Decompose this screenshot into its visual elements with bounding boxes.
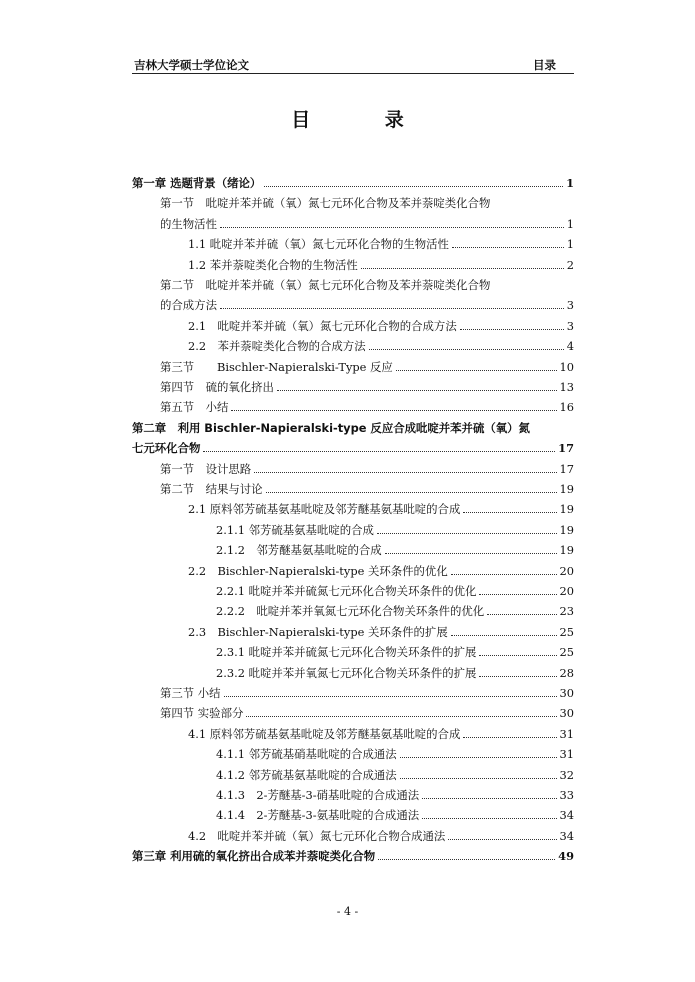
toc-entry-title: 2.2 Bischler-Napieralski-type 关环条件的优化 <box>188 563 448 578</box>
toc-entry[interactable] <box>132 496 574 516</box>
toc-entry-title: 第三章 利用硫的氧化挤出合成苯并萘啶类化合物 <box>132 849 376 864</box>
toc-page-number: 34 <box>559 828 574 843</box>
toc-dot-leader <box>422 818 556 819</box>
toc-page-number: 32 <box>559 767 574 782</box>
toc-entry-title: 2.2.1 吡啶并苯并硫氮七元环化合物关环条件的优化 <box>216 584 477 598</box>
toc-entry-title: 2.3.1 吡啶并苯并硫氮七元环化合物关环条件的扩展 <box>216 645 477 660</box>
toc-page-number: 20 <box>559 584 574 598</box>
toc-entry[interactable] <box>132 762 574 782</box>
toc-dot-leader <box>460 329 564 330</box>
toc-dot-leader <box>479 676 556 677</box>
toc-entry-title: 2.2.2 吡啶并苯并氧氮七元环化合物关环条件的优化 <box>216 604 485 619</box>
toc-page-number: 1 <box>566 216 574 231</box>
toc-title: 目 录 <box>291 109 438 131</box>
toc-entry[interactable] <box>132 598 574 618</box>
toc-page-number: 19 <box>559 502 574 517</box>
toc-entry-title: 4.1 原料邻芳硫基氨基吡啶及邻芳醚基氨基吡啶的合成 <box>188 726 461 741</box>
toc-dot-leader <box>220 227 564 228</box>
header-section-label: 目录 <box>533 58 556 72</box>
toc-dot-leader <box>220 308 564 309</box>
toc-entry[interactable] <box>132 619 574 639</box>
toc-page-number: 31 <box>559 726 574 741</box>
toc-entry-title: 4.1.4 2-芳醚基-3-氨基吡啶的合成通法 <box>216 808 420 823</box>
toc-entry[interactable] <box>132 211 574 231</box>
toc-entry[interactable] <box>132 782 574 802</box>
toc-entry[interactable] <box>132 700 574 720</box>
toc-page-number: 25 <box>559 645 574 660</box>
toc-page-number: 30 <box>559 706 574 721</box>
toc-page-number: 20 <box>559 563 574 578</box>
toc-entry-title: 2.2 苯并萘啶类化合物的合成方法 <box>188 339 366 354</box>
toc-entry-title: 4.1.2 邻芳硫基氨基吡啶的合成通法 <box>216 767 397 782</box>
toc-page-number: 1 <box>566 237 574 252</box>
toc-entry[interactable] <box>132 537 574 557</box>
toc-dot-leader <box>246 716 556 717</box>
toc-entry-title: 1.1 吡啶并苯并硫（氧）氮七元环化合物的生物活性 <box>188 237 449 252</box>
toc-entry[interactable] <box>132 517 574 537</box>
toc-entry[interactable] <box>132 823 574 843</box>
toc-dot-leader <box>378 859 555 860</box>
toc-entry[interactable] <box>132 558 574 578</box>
toc-entry[interactable] <box>132 292 574 312</box>
toc-entry[interactable] <box>132 578 574 598</box>
toc-entry-title: 第二节 吡啶并苯并硫（氧）氮七元环化合物及苯并萘啶类化合物 <box>160 278 491 292</box>
toc-entry-title: 4.1.1 邻芳硫基硝基吡啶的合成通法 <box>216 747 397 762</box>
toc-entry-title: 的合成方法 <box>160 298 217 313</box>
toc-page-number: 28 <box>559 665 574 680</box>
toc-entry-title: 第三节 Bischler-Napieralski-Type 反应 <box>160 359 393 374</box>
toc-entry-title: 第二章 利用 Bischler-Napieralski-type 反应合成吡啶并苯并硫（氧）氮 <box>132 420 530 435</box>
toc-entry-title: 第二节 结果与讨论 <box>160 482 263 496</box>
toc-dot-leader <box>224 696 557 697</box>
toc-dot-leader <box>254 472 556 473</box>
toc-entry[interactable] <box>132 741 574 761</box>
toc-dot-leader <box>400 757 557 758</box>
toc-page-number: 19 <box>559 522 574 537</box>
toc-dot-leader <box>369 349 564 350</box>
toc-dot-leader <box>463 737 556 738</box>
toc-dot-leader <box>264 186 563 187</box>
toc-page-number: 25 <box>559 624 574 639</box>
toc-dot-leader <box>451 574 557 575</box>
toc-dot-leader <box>479 655 556 656</box>
toc-page-number: 1 <box>566 176 574 190</box>
toc-entry[interactable] <box>132 252 574 272</box>
toc-entry[interactable] <box>132 354 574 374</box>
toc-page-number: 2 <box>566 257 574 272</box>
toc-page-number: 3 <box>566 318 574 333</box>
header-rule <box>132 73 574 74</box>
toc-dot-leader <box>400 778 557 779</box>
toc-dot-leader <box>277 390 557 391</box>
toc-entry-title: 2.1 原料邻芳硫基氨基吡啶及邻芳醚基氨基吡啶的合成 <box>188 502 461 517</box>
toc-dot-leader <box>266 492 557 493</box>
toc-dot-leader <box>361 268 564 269</box>
toc-page-number: 19 <box>559 482 574 496</box>
toc-page-number: 49 <box>558 849 574 864</box>
toc-entry[interactable] <box>132 190 574 210</box>
toc-page-number: 4 <box>566 339 574 354</box>
header-thesis-title: 吉林大学硕士学位论文 <box>134 58 249 72</box>
toc-dot-leader <box>385 553 557 554</box>
toc-page-number: 10 <box>559 359 574 374</box>
toc-page-number: 16 <box>559 400 574 415</box>
toc-dot-leader <box>396 370 557 371</box>
toc-entry-title: 2.3.2 吡啶并苯并氧氮七元环化合物关环条件的扩展 <box>216 665 477 680</box>
toc-dot-leader <box>203 451 555 452</box>
toc-entry[interactable] <box>132 374 574 394</box>
toc-page-number: 17 <box>558 441 574 456</box>
toc-entry-title: 第一节 吡啶并苯并硫（氧）氮七元环化合物及苯并萘啶类化合物 <box>160 196 491 211</box>
toc-dot-leader <box>231 410 556 411</box>
toc-page-number: 19 <box>559 543 574 558</box>
toc-page-number: 17 <box>559 461 574 476</box>
toc-entry-title: 第一节 设计思路 <box>160 461 252 476</box>
toc-page-number: 23 <box>559 604 574 619</box>
toc-page-number: 33 <box>559 788 574 802</box>
toc-entry-title: 第五节 小结 <box>160 400 229 415</box>
toc-chapter-entry[interactable] <box>132 843 574 863</box>
toc-entry-title: 的生物活性 <box>160 216 217 231</box>
toc-dot-leader <box>479 594 556 595</box>
toc-dot-leader <box>422 798 556 799</box>
toc-entry-title: 2.1.2 邻芳醚基氨基吡啶的合成 <box>216 543 382 558</box>
toc-entry-title: 1.2 苯并萘啶类化合物的生物活性 <box>188 257 358 272</box>
toc-chapter-entry[interactable] <box>132 435 574 455</box>
toc-dot-leader <box>452 247 564 248</box>
toc-entry[interactable] <box>132 721 574 741</box>
toc-entry[interactable] <box>132 456 574 476</box>
toc-page-number: 31 <box>559 747 574 762</box>
toc-dot-leader <box>377 533 557 534</box>
toc-page-number: 34 <box>559 808 574 823</box>
toc-entry-title: 第四节 硫的氧化挤出 <box>160 380 274 394</box>
toc-entry[interactable] <box>132 639 574 659</box>
toc-entry[interactable] <box>132 313 574 333</box>
toc-entry[interactable] <box>132 272 574 292</box>
toc-entry[interactable] <box>132 680 574 700</box>
toc-entry[interactable] <box>132 802 574 822</box>
toc-dot-leader <box>448 839 556 840</box>
toc-dot-leader <box>463 512 556 513</box>
toc-dot-leader <box>451 635 557 636</box>
toc-page-number: 13 <box>559 380 574 394</box>
page-number: - 4 - <box>336 905 359 918</box>
toc-entry[interactable] <box>132 333 574 353</box>
toc-entry[interactable] <box>132 660 574 680</box>
toc-entry-title: 2.1.1 邻芳硫基氨基吡啶的合成 <box>216 522 374 537</box>
toc-entry-title: 2.3 Bischler-Napieralski-type 关环条件的扩展 <box>188 624 448 639</box>
toc-page-number: 3 <box>566 298 574 313</box>
toc-entry-title: 4.1.3 2-芳醚基-3-硝基吡啶的合成通法 <box>216 788 420 802</box>
toc-chapter-entry[interactable] <box>132 415 574 435</box>
toc-entry-title: 第三节 小结 <box>160 686 221 700</box>
toc-dot-leader <box>487 614 556 615</box>
toc-entry-title: 第四节 实验部分 <box>160 706 244 721</box>
toc-entry[interactable] <box>132 231 574 251</box>
toc-page-number: 30 <box>559 686 574 700</box>
toc-entry-title: 第一章 选题背景（绪论） <box>132 176 262 190</box>
toc-entry[interactable] <box>132 476 574 496</box>
toc-entry-title: 七元环化合物 <box>132 441 201 456</box>
toc-entry-title: 2.1 吡啶并苯并硫（氧）氮七元环化合物的合成方法 <box>188 318 457 333</box>
toc-chapter-entry[interactable] <box>132 170 574 190</box>
toc-entry[interactable] <box>132 394 574 414</box>
toc-entry-title: 4.2 吡啶并苯并硫（氧）氮七元环化合物合成通法 <box>188 828 446 843</box>
